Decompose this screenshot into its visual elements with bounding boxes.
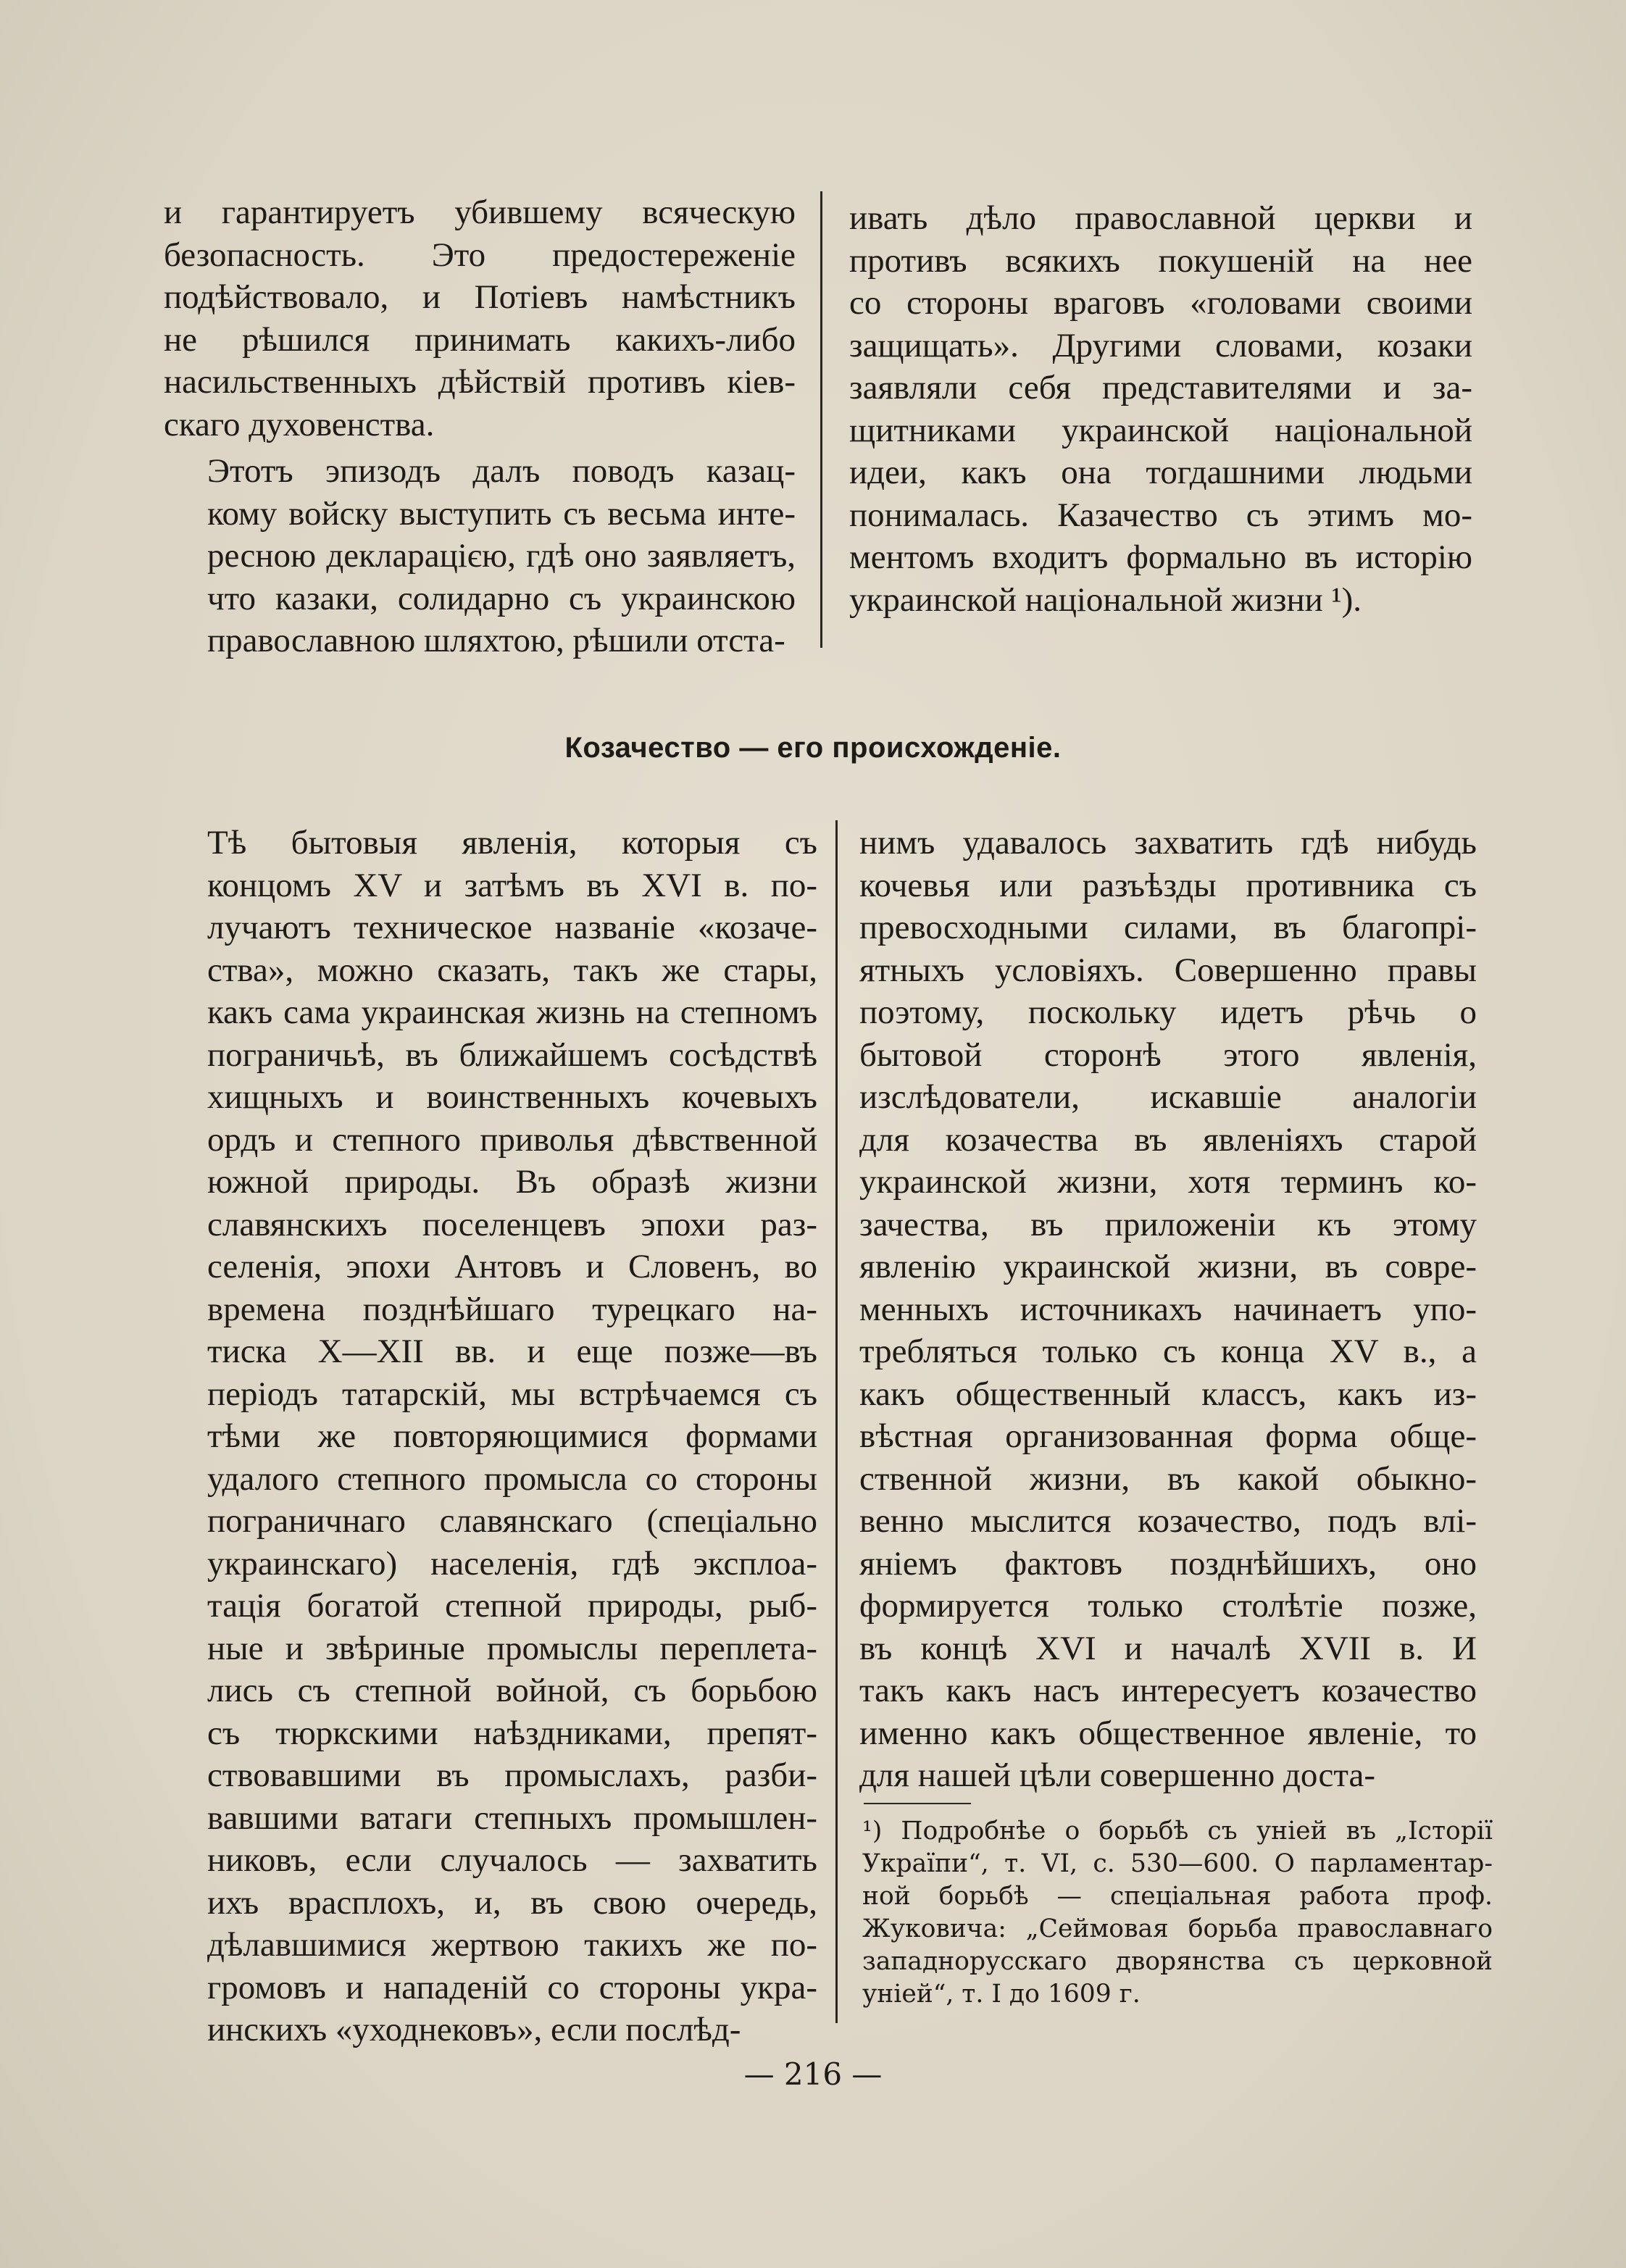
text-column-top-left	[164, 191, 796, 662]
text-line: южной природы. Въ образѣ жизни	[207, 1163, 817, 1201]
text-line: хищныхъ и воинственныхъ кочевыхъ	[207, 1078, 817, 1116]
text-line: тиска X—XII вв. и еще позже—въ	[207, 1333, 817, 1370]
text-line: ордъ и степного приволья дѣвственной	[207, 1120, 817, 1159]
column-rule-bottom	[835, 820, 838, 2023]
text-line: ствовавшими въ промыслахъ, разби-	[207, 1756, 817, 1794]
text-line: венно мыслится козачество, подъ влі-	[859, 1502, 1477, 1540]
text-line: формируется только столѣтіе позже,	[859, 1587, 1477, 1625]
text-line: идеи, какъ она тогдашними людьми	[849, 454, 1472, 491]
text-column-bottom-right	[859, 822, 1477, 1797]
text-line: ивать дѣло православной церкви и	[849, 199, 1472, 237]
text-line: менныхъ источникахъ начинаетъ упо-	[859, 1290, 1477, 1328]
text-line: никовъ, если случалось — захватить	[207, 1841, 817, 1879]
text-line: громовъ и нападеній со стороны укра-	[207, 1968, 817, 2006]
text-line: поэтому, поскольку идетъ рѣчь о	[859, 993, 1477, 1031]
text-line: инскихъ «уходнековъ», если послѣд-	[207, 2011, 741, 2048]
text-line: времена позднѣйшаго турецкаго на-	[207, 1290, 817, 1328]
text-line: для козачества въ явленіяхъ старой	[859, 1120, 1477, 1159]
text-line: щитниками украинской національной	[849, 411, 1472, 449]
text-line: и гарантируетъ убившему всяческую	[164, 193, 796, 231]
text-line: удалого степного промысла со стороны	[207, 1459, 817, 1498]
text-line: пограничьѣ, въ ближайшемъ сосѣдствѣ	[207, 1035, 817, 1074]
paragraph	[164, 822, 817, 2051]
text-line: вавшими ватаги степныхъ промышлен-	[207, 1798, 817, 1837]
paragraph	[859, 822, 1477, 1797]
text-line: тѣми же повторяющимися формами	[207, 1417, 817, 1455]
text-column-bottom-left	[164, 822, 817, 2051]
text-line: періодъ татарскій, мы встрѣчаемся съ	[207, 1375, 817, 1413]
text-line: явленію украинской жизни, въ совре-	[859, 1248, 1477, 1285]
text-line: не рѣшился принимать какихъ-либо	[164, 320, 796, 359]
text-line: какъ сама украинская жизнь на степномъ	[207, 993, 817, 1031]
text-line: лучаютъ техническое названіе «козаче-	[207, 909, 817, 946]
text-line: подѣйствовало, и Потіевъ намѣстникъ	[164, 278, 796, 316]
text-line: яніемъ фактовъ позднѣйшихъ, оно	[859, 1544, 1477, 1583]
text-line: заявляли себя представителями и за-	[849, 369, 1472, 407]
text-line: украинской національной жизни ¹).	[849, 580, 1362, 619]
footnote-line: западнорусскаго дворянства съ церковной	[862, 1947, 1493, 1976]
text-line: зачества, въ приложеніи къ этому	[859, 1205, 1477, 1243]
footnote-line: ¹) Подробнѣе о борьбѣ съ уніей въ „Історії	[862, 1817, 1493, 1846]
text-line: ресною декларацією, гдѣ оно заявляетъ,	[207, 537, 796, 575]
text-line: съ тюркскими наѣздниками, препят-	[207, 1714, 817, 1752]
text-line: изслѣдователи, искавшіе аналогіи	[859, 1078, 1477, 1116]
text-line: украинскаго) населенія, гдѣ эксплоа-	[207, 1544, 817, 1583]
text-line: что казаки, солидарно съ украинскою	[207, 579, 796, 617]
text-line: Этотъ эпизодъ далъ поводъ казац-	[207, 452, 796, 490]
text-line: требляться только съ конца XV в., а	[859, 1333, 1477, 1370]
text-line: скаго духовенства.	[164, 405, 435, 443]
text-column-top-right	[849, 197, 1472, 621]
text-line: ства», можно сказать, такъ же стары,	[207, 951, 817, 989]
text-line: именно какъ общественное явленіе, то	[859, 1714, 1477, 1752]
footnote-line: ной борьбѣ — спеціальная работа проф.	[862, 1882, 1493, 1911]
text-line: какъ общественный классъ, какъ из-	[859, 1375, 1477, 1413]
text-line: такъ какъ насъ интересуетъ козачество	[859, 1672, 1477, 1709]
text-line: ихъ врасплохъ, и, въ свою очередь,	[207, 1883, 817, 1922]
text-line: въ концѣ XVI и началѣ XVII в. И	[859, 1629, 1477, 1667]
text-line: со стороны враговъ «головами своими	[849, 284, 1472, 322]
text-line: противъ всякихъ покушеній на нее	[849, 241, 1472, 280]
text-line: Тѣ бытовыя явленія, которыя съ	[207, 824, 817, 862]
text-line: для нашей цѣли совершенно доста-	[859, 1756, 1376, 1794]
text-line: тація богатой степной природы, рыб-	[207, 1587, 817, 1625]
text-line: ные и звѣриные промыслы переплета-	[207, 1629, 817, 1667]
paragraph	[164, 191, 796, 446]
section-heading: Козачество — его происхожденіе.	[564, 732, 1062, 764]
text-line: дѣлавшимися жертвою такихъ же по-	[207, 1926, 817, 1964]
text-line: превосходными силами, въ благопрі-	[859, 909, 1477, 946]
text-line: кому войску выступить съ весьма инте-	[207, 494, 796, 533]
text-line: кочевья или разъѣзды противника съ	[859, 866, 1477, 904]
text-line: лись съ степной войной, съ борьбою	[207, 1672, 817, 1709]
text-line: пограничнаго славянскаго (спеціально	[207, 1502, 817, 1540]
text-line: концомъ XV и затѣмъ въ XVI в. по-	[207, 866, 817, 904]
text-line: насильственныхъ дѣйствій противъ кіев-	[164, 363, 796, 401]
text-line: вѣстная организованная форма обще-	[859, 1417, 1477, 1455]
footnote-rule	[864, 1803, 971, 1804]
footnote	[862, 1815, 1493, 2011]
text-line: бытовой сторонѣ этого явленія,	[859, 1035, 1477, 1074]
column-rule-top	[820, 191, 822, 648]
page-number: — 216 —	[743, 2056, 883, 2092]
text-line: православною шляхтою, рѣшили отста-	[207, 622, 785, 659]
text-line: безопасность. Это предостереженіе	[164, 235, 796, 274]
text-line: ятныхъ условіяхъ. Совершенно правы	[859, 951, 1477, 989]
text-line: ментомъ входитъ формально въ исторію	[849, 538, 1472, 576]
text-line: селенія, эпохи Антовъ и Словенъ, во	[207, 1248, 817, 1285]
footnote-line: уніей“, т. I до 1609 г.	[862, 1980, 1141, 2009]
paragraph	[164, 450, 796, 662]
text-line: украинской жизни, хотя терминъ ко-	[859, 1163, 1477, 1201]
text-line: понималась. Казачество съ этимъ мо-	[849, 496, 1472, 534]
text-line: ственной жизни, въ какой обыкно-	[859, 1459, 1477, 1498]
footnote-line: Україпи“, т. VI, с. 530—600. О парламентар-	[862, 1849, 1493, 1878]
text-line: славянскихъ поселенцевъ эпохи раз-	[207, 1205, 817, 1243]
text-line: нимъ удавалось захватить гдѣ нибудь	[859, 824, 1477, 862]
footnote-line: Жуковича: „Сеймовая борьба православнаго	[862, 1914, 1493, 1943]
text-line: защищать». Другими словами, козаки	[849, 326, 1472, 364]
paragraph	[849, 197, 1472, 621]
